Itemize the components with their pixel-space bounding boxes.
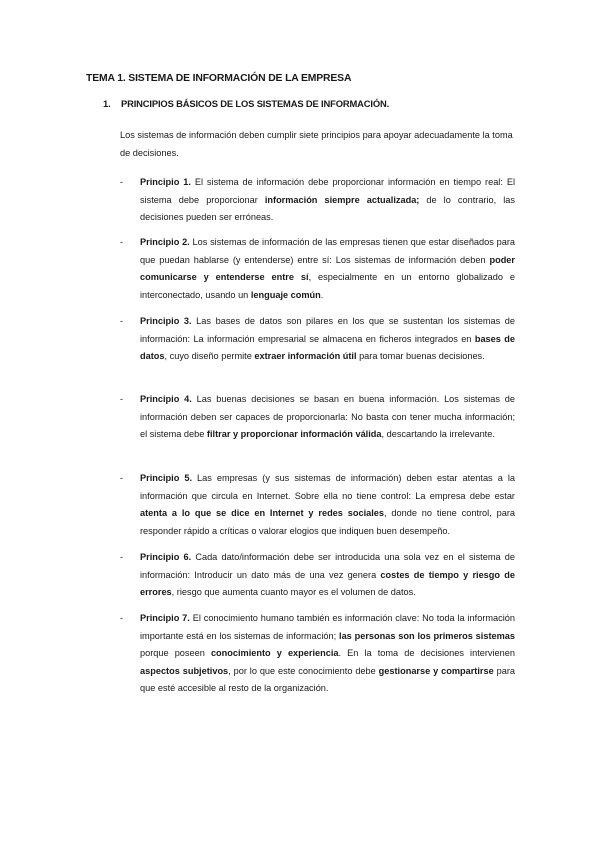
principle-text-run: , donde no tiene control, para responder rápido a críticas o valorar elogios que indiquen buen desempeño. xyxy=(140,508,515,536)
principle-emphasis: filtrar y proporcionar información válida xyxy=(206,429,382,440)
principle-item-2 xyxy=(120,234,515,304)
principle-text xyxy=(140,174,515,227)
bullet-dash: - xyxy=(120,237,124,247)
principle-text-run: , especialmente en un entorno globalizado e interconectado, usando un xyxy=(140,272,515,300)
bullet-dash: - xyxy=(120,394,124,404)
intro-paragraph: Los sistemas de información deben cumplir siete principios para apoyar adecuadamente la toma de decisiones. xyxy=(120,130,513,158)
section-number: 1. xyxy=(103,98,111,109)
principle-emphasis: las personas son los primeros sistemas xyxy=(339,630,516,641)
section-heading xyxy=(103,98,389,109)
principle-emphasis: información siempre actualizada; xyxy=(264,194,420,205)
bullet-dash: - xyxy=(120,613,124,623)
principle-label: Principio 2. xyxy=(140,237,190,247)
principle-text xyxy=(140,234,515,304)
bullet-dash: - xyxy=(120,473,124,483)
principle-text-run: Las buenas decisiones se basan en buena información. Los sistemas de información deben ser capaces de proporcionarla: No basta con tener mucha información; el sistema debe xyxy=(140,394,515,440)
principle-emphasis: lenguaje común xyxy=(250,289,321,300)
principle-item-7 xyxy=(120,610,515,698)
principle-text xyxy=(140,391,515,444)
principle-emphasis: aspectos subjetivos xyxy=(140,665,229,676)
principle-label: Principio 5. xyxy=(140,473,193,483)
principle-emphasis: bases de datos xyxy=(140,333,516,362)
principle-text-run: Cada dato/información debe ser introducida una sola vez en el sistema de información: Introducir un dato más de una vez genera xyxy=(140,552,516,580)
principle-text xyxy=(140,313,515,366)
principle-text-run: . xyxy=(320,289,324,300)
principle-item-4 xyxy=(120,391,515,444)
principle-item-1 xyxy=(120,174,515,227)
principle-label: Principio 4. xyxy=(140,394,192,404)
bullet-dash: - xyxy=(120,552,124,562)
principle-text-run: Los sistemas de información de las empresas tienen que estar diseñados para que puedan hablarse (y entenderse) entre sí: Los sistemas de información deben xyxy=(140,237,515,265)
principle-emphasis: costes de tiempo y riesgo de errores xyxy=(140,569,515,598)
principle-text-run: de lo contrario, las decisiones pueden ser erróneas. xyxy=(140,194,515,223)
page-title: TEMA 1. SISTEMA DE INFORMACIÓN DE LA EMPRESA xyxy=(86,73,352,84)
principle-text-run: Las empresas (y sus sistemas de información) deben estar atentas a la información que circula en Internet. Sobre ella no tiene control: La empresa debe estar xyxy=(140,473,515,501)
principle-text-run: Las bases de datos son pilares en los que se sustentan los sistemas de información: La información empresarial se almacena en ficheros integrados en xyxy=(140,316,515,344)
principle-text-run: , descartando la irrelevante. xyxy=(381,429,495,440)
principle-text-run: , cuyo diseño permite xyxy=(164,351,255,362)
principle-text-run: para que esté accesible al resto de la organización. xyxy=(140,665,515,694)
principle-text-run: para tomar buenas decisiones. xyxy=(356,351,485,362)
principle-label: Principio 6. xyxy=(140,552,192,562)
principle-label: Principio 1. xyxy=(140,177,191,187)
principle-text-run: El sistema de información debe proporcionar información en tiempo real: El sistema debe proporcionar xyxy=(140,177,515,205)
principle-label: Principio 7. xyxy=(140,613,190,623)
section-heading-text: PRINCIPIOS BÁSICOS DE LOS SISTEMAS DE INFORMACIÓN. xyxy=(121,98,390,109)
bullet-dash: - xyxy=(120,316,124,326)
principle-emphasis: extraer información útil xyxy=(254,351,357,362)
principle-item-3 xyxy=(120,313,515,366)
principle-emphasis: poder comunicarse y entenderse entre sí xyxy=(140,254,515,283)
principle-text xyxy=(140,610,515,698)
bullet-dash: - xyxy=(120,177,124,187)
principle-item-6 xyxy=(120,549,515,602)
principle-label: Principio 3. xyxy=(140,316,192,326)
principle-emphasis: conocimiento y experiencia xyxy=(210,648,339,659)
principle-text-run: porque poseen xyxy=(140,648,211,659)
principle-text-run: , por lo que este conocimiento debe xyxy=(228,665,379,676)
principle-text-run: . En la toma de decisiones intervienen xyxy=(338,648,515,659)
principle-text xyxy=(140,470,515,540)
principle-emphasis: atenta a lo que se dice en Internet y redes sociales xyxy=(140,508,385,519)
principle-text-run: El conocimiento humano también es información clave: No toda la información importante está en los sistemas de información; xyxy=(140,613,515,641)
principle-text xyxy=(140,549,515,602)
principle-emphasis: gestionarse y compartirse xyxy=(378,665,494,676)
principle-text-run: , riesgo que aumenta cuanto mayor es el volumen de datos. xyxy=(171,587,416,598)
principle-item-5 xyxy=(120,470,515,540)
